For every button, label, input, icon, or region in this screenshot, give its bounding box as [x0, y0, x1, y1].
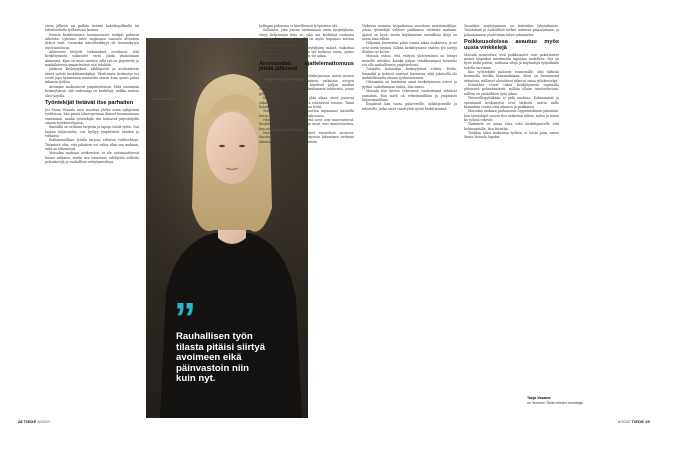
subheading: Aivovuodon ajattelemattomuus jättää jälkensä [259, 60, 354, 73]
paragraph: Esimiehet voivat tukea keskittymistä sopimalla yhteisistä pelisäännöistä: milloin ollaan tavoitettavissa, milloin on rauhallisen työn aikaa. [464, 83, 559, 96]
issue-number: 8/2020 [618, 419, 631, 424]
paragraph: Moisala itse kertoo tekevänsä vaativimmat tehtävät aamuisin, kun mieli on virkeimmillään ja ympäristö hiljaisimmillaan. [362, 89, 457, 102]
subheading: Työntekijät tietävät itse parhaiten [45, 99, 134, 106]
paragraph: Moisala muistuttaa, että poikkeusolot ovat pakottaneet monet työpaikat miettimään tapojaan uudelleen. Nyt on hyvä hetki pohtia, millaisia tiloja ja käytäntöjä työpaikalla todella tarvitaan. [464, 52, 559, 70]
pull-quote: Rauhallisen työn tilasta pitäisi siirtyä avoimeen eikä päinvastoin niin kuin nyt. [176, 331, 266, 385]
paragraph: Moisalan mukaan avokonttori ei ole automaattisesti huono ratkaisu, mutta sen toimivuus edellyttää selkeitä pelisääntöjä ja rauhallisia vetäytymistiloja. [45, 151, 139, 165]
paragraph: Tutkimusten mukaan keskeytyksien määrä vaikuttaa myös virheiden määrään. Kun työ katkeaa usein, ajatus hajoaa ja tehtävään palaaminen vie aikaa. [259, 45, 354, 59]
paragraph: kollegan puhuessa ei kävelleensä työpisteen ohi. [259, 24, 338, 28]
paragraph: Aivomme mukautuvat ympäristöönsä. Mitä enemmän keskeytyksiä, sitä vaikeampi on keskittyä, vaikka rauhaa olisi tarjolla. [45, 84, 139, 98]
subheading: Poikkeusoloissa avautuu myös uusia vinkkelejä [464, 39, 559, 51]
paragraph: Olennaista on tunnistaa omat keskittymisen esteet ja pyrkiä vaikuttamaan niihin, hän sanoo. [362, 80, 457, 89]
author-name: Tanja Vasama [527, 396, 551, 400]
paragraph: Hiljaisiin huoneisiin pitää varata aikaa etukäteen, ja ne ovat usein täynnä. Silloin keskittymistä vaativa työ siirtyy iltoihin tai kotiin. [362, 41, 457, 55]
magazine-name: TIEDE [23, 419, 37, 424]
paragraph: Toisaalta kotonakin keskeytyksiä riittää. Perhe, lemmikit ja kotityöt vaativat huomiota, eikä jokaisella ole mahdollisuutta omaan työhuoneeseen. [362, 67, 457, 81]
paragraph: Mona Moisala on tutkinut väitöskirjassaan, miten monen asian samanaikainen tekeminen vaikuttaa aivojen toimintaan. Nuoret, jotka käyttivät paljon mediaa samanaikaisesti, suoriutuivat heikommin tehtävistä, joissa piti sulkea häiriöt pois. [259, 74, 354, 96]
text-column-1 [45, 24, 139, 420]
paragraph: Moisalan mukaan jo pienet muutokset auttavat: ilmoitusten sulkeminen, sähköpostin lukeminen tiettyinä aikoina ja selkeä päivän suunnittelu. [259, 130, 354, 144]
text-column-4 [464, 24, 559, 420]
paragraph: Iltapäivät hän varaa palavereille, sähköposteille ja tehtäville, jotka eivät vaadi yhtä syvää keskittymistä. [362, 102, 457, 111]
paragraph: Nykyisin monissa työpaikoissa suositaan monitoimitiloja, joissa työntekijä valitsee paikkansa tehtävän mukaan. Ajatus on hyvä, mutta käytännössä rauhallisia tiloja on usein liian vähän. [362, 24, 457, 42]
issue-number: 8/2020 [37, 419, 50, 424]
footer-left [18, 419, 50, 424]
paragraph: Kun teemme kahta asiaa yhtä aikaa, aivot joutuvat jatkuvasti siirtämään huomiota tehtävästä toiseen. Tämä kuluttaa voimavaroja ja hidastaa työtä. [259, 96, 354, 109]
text-column-3 [362, 24, 457, 420]
paragraph: Itsensä keskittämistä havainnoineet tutkijat puhuvat aiheesta. Lyhenne tulee englannin sanoista attention deficit trait. Suomeksi häiriöherkkyys eli huomiokyvyn rajoittuneisuus. [45, 32, 139, 50]
paragraph: Viraalista syrjäytyminen on kuitenkin lyhytaikaista. Tauotukset ja rauhalliset hetket auttavat palautumaan, ja palautuminen puolestaan tukee jaksamista. [464, 24, 559, 37]
paragraph: Ihmisillä on erilaisia tarpeita ja tapoja tehdä työtä. Osa kaipaa hiljaisuutta, osa hyötyy ympäristön äänistä ja vilinästä. [45, 125, 139, 138]
paragraph: sivun jälkeen voi palkita itsensä kahvikupillisella tai lattiaherkulla työkaveriin kanssa. [45, 24, 139, 33]
footer-right [618, 419, 650, 424]
magazine-name: TIEDE [631, 419, 645, 424]
paragraph: Moisalan mukaan parhaaseen lopputulokseen päästään, kun työntekijät saavat itse vaikuttaa siihen, miten ja missä he työnsä tekevät. [464, 109, 559, 122]
paragraph: Hän kuitenkin muistuttaa, että aivot ovat muovautuvat. Keskittymistä voi harjoitella, ja tavat ovat muutettavissa, kun niihin kiinnittää huomiota. [259, 117, 354, 131]
paragraph: Parhaimmillaan työtila tarjoaa erilaisia vaihtoehtoja. Tärkeintä olisi, että jokainen voi valita tilan sen mukaan, mitä on tekemässä. [45, 138, 139, 152]
paragraph: Yhteisöllisyyttäkään ei pidä unohtaa. Kohtaamiset ja spontaanit keskustelut ovat tärkeitä, mutta niille kannattaa varata oma aikansa ja paikkansa. [464, 96, 559, 109]
paragraph: Kun työntekijät palaavat toimistoille, olisi tärkeää kuunnella heidän kokemuksiaan. Moni on huomannut etätyössä, millaiset olosuhteet tukevat omaa työskentelyä. [464, 70, 559, 83]
author-bio: on Suomen Tiede-lehden toimittaja. [527, 401, 584, 405]
page-number: 28 [18, 419, 23, 424]
paragraph: Aiheeseen liittyvät tutkimukset osoittavat, että keskittymisen vaikeudet eivät johdu yksinomaan ihmisestä. Kyse on myös tavasta, jolla työ on järjestetty ja minkälaisessa ympäristössä sitä tehdään. [45, 50, 139, 68]
paragraph: Työtilan tulisi mukautua työhön, ei toisin päin, sanoo Mona Moisala lopuksi. [464, 130, 559, 140]
paragraph: Jatkuvat keskeytykset, sähköpostit ja avokonttorin äänet syövät keskittymiskykyä. Yksittäinen keskeytys voi viedä jopa kymmenen minuuttia ennen kuin ajatus palaa takaisin työhön. [45, 67, 139, 85]
text-column-2 [259, 24, 354, 420]
paragraph: Jos Mona Moisala saisi muuttaa yhden asian nykyisissä työtiloissa, hän panisi lokeroportaan ilmiset huomioimaan ennemmin, minkä työntekijät itse haluavat järjestelyiltä omaan työskentelyynsä. [45, 107, 139, 125]
paragraph: Toistuvat häiriöt voivat muuttaa tapaamme käsitellä tietoa pitkällä aikavälillä, Moisala sanoo. [259, 109, 354, 118]
author-credit [527, 396, 637, 406]
page-number: 29 [645, 419, 650, 424]
quote-mark-icon: ” [174, 294, 196, 343]
paragraph: Moisala uskoo, että etätyön yleistyminen on tehnyt monelle selväksi, kuinka paljon tehokkaampaa työnteko voi olla rauhallisessa ympäristössä. [362, 54, 457, 68]
paragraph: Tärkeintä on antaa tilaa sekä keskittymiselle että kohtaamisille, hän tiivistää. [464, 122, 559, 131]
paragraph: Sellainen, joka joutuu vastaamaan usein kysymyksiin, väsyy helpommin kuin se, joka saa keskittyä rauhassa omaan tehtäväänsä. Monella on myös taipumus tarttua jokaiseen viestiin heti. [259, 28, 354, 46]
